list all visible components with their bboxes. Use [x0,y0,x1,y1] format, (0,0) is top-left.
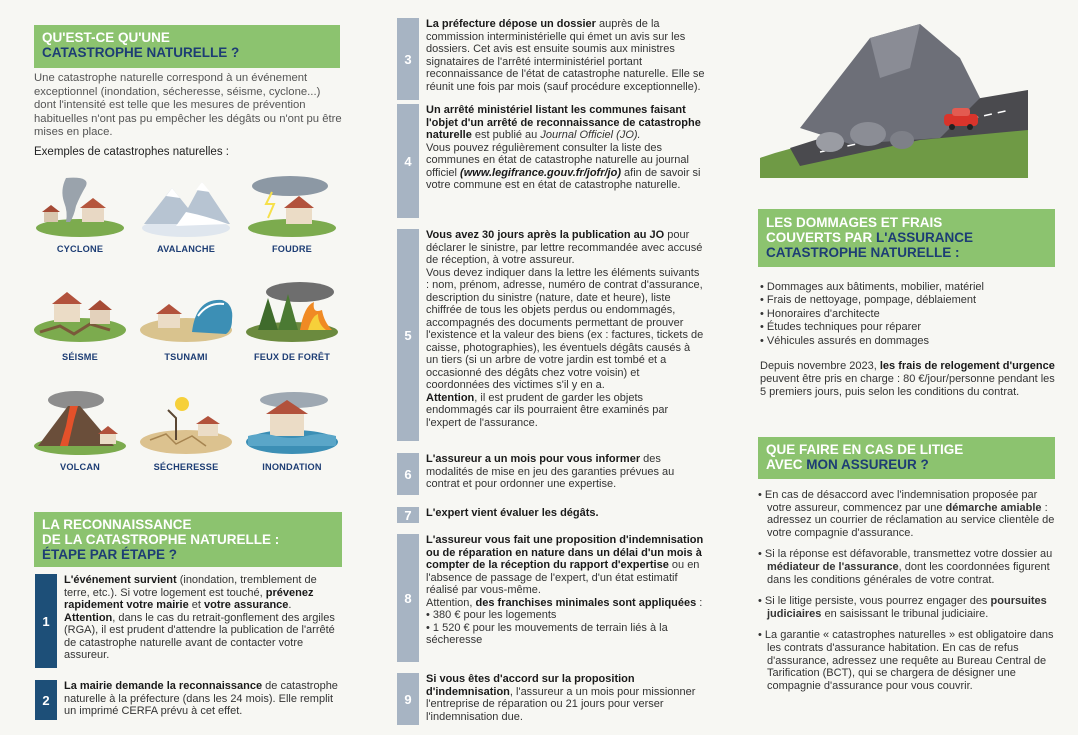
step-span: • 1 520 € pour les mouvements de terrain liés à la sécheresse [426,621,668,646]
item-span: : adressez un courrier de réclamation au service clientèle de votre compagnie d'assurance. [767,501,1055,539]
step-bold: L'assureur a un mois pour vous informer [426,453,641,465]
step-span: est publié au [471,129,541,141]
step-1 [35,574,343,668]
cyclone-icon [30,172,130,240]
step-span: , l'assureur a un mois pour missionner l'entreprise de réparation ou 21 jours pour verser l'indemnisation due. [426,685,696,723]
step-bold: Un arrêté ministériel listant les communes faisant l'objet d'un arrêté de reconnaissance de catastrophe naturelle [426,104,701,141]
example-label: AVALANCHE [156,244,216,254]
title-line [766,457,1047,472]
step-text [419,18,705,100]
step-number: 8 [397,534,419,662]
relocation-paragraph [760,360,1058,399]
earthquake-icon [30,280,130,348]
step-span: , il est prudent de garder les objets endommagés car ils pourraient être examinés par l'expert de l'assurance. [426,391,669,429]
step-bold: Si vous êtes d'accord sur la proposition d'indemnisation [426,673,635,698]
step-bold: prévenez rapidement votre mairie [64,586,314,611]
title-part: AVEC [766,457,807,473]
rockslide-illustration [760,18,1028,178]
step-text [419,453,705,495]
item-bold: démarche amiable [945,501,1042,514]
item-bold: poursuites judiciaires [767,595,1047,620]
step-number: 2 [35,680,57,720]
list-item: • Véhicules assurés en dommages [760,335,1056,348]
step-8 [397,534,705,662]
example-label: SÉISME [62,352,98,362]
step-number: 1 [35,574,57,668]
step-6 [397,453,705,495]
step-text [419,534,705,662]
example-volcano [30,390,130,472]
item-span: La garantie « catastrophes naturelles » est obligatoire dans les contrats d'assurance habitation. En cas de refus d'assurance, adressez une requête au Bureau Central de Tarification (BCT), qui se chargera de désigner une compagnie d'assurance pour vous couvrir. [764,629,1054,692]
step-bold: Vous avez 30 jours après la publication au JO [426,229,665,241]
step-number: 9 [397,673,419,725]
example-label: SÉCHERESSE [153,462,219,472]
example-cyclone [30,172,130,254]
step-span: , dans le cas du retrait-gonflement des argiles (RGA), il est prudent d'attendre la publication de l'arrêté de catastrophe naturelle avant de contacter votre assureur. [64,611,335,661]
step-text [57,680,343,720]
section-title-what-is [34,25,340,68]
item-bold: médiateur de l'assurance [767,560,899,573]
step-number: 3 [397,18,419,100]
disaster-examples-grid [30,172,342,492]
step-5 [397,229,705,441]
step-span: • 380 € pour les logements [426,609,557,621]
step-9 [397,673,705,725]
step-bold: La mairie demande la reconnaissance [64,680,263,692]
example-lightning [242,172,342,254]
title-line: CATASTROPHE NATURELLE : [766,245,960,261]
step-bold: L'assureur vous fait une proposition d'indemnisation ou de réparation en nature dans un délai d'un mois à compter de la réception du rapport d'expertise [426,534,704,571]
example-label: FEUX DE FORÊT [253,352,331,362]
para-span: peuvent être pris en charge : 80 €/jour/personne pendant les 5 premiers jours, puis selon les conditions du contrat. [760,373,1055,398]
step-bold: Attention [426,391,475,404]
step-3 [397,18,705,100]
title-line: LES DOMMAGES ET FRAIS [766,215,943,230]
step-2 [35,680,343,720]
section-title-dispute [758,437,1055,479]
title-line: ÉTAPE PAR ÉTAPE ? [42,547,178,563]
para-span: Depuis novembre 2023, [760,360,880,372]
lightning-icon [242,172,342,240]
flood-icon [242,390,342,458]
volcano-icon [30,390,130,458]
list-item: • Dommages aux bâtiments, mobilier, matériel [760,281,1056,294]
step-bold: L'expert vient évaluer les dégâts. [426,507,599,519]
para-bold: les frais de relogement d'urgence [879,360,1055,372]
step-number: 6 [397,453,419,495]
forest-fire-icon [242,280,342,348]
step-span: Attention, [426,596,476,609]
example-label: FOUDRE [272,244,312,254]
item-span: en saisissant le tribunal judiciaire. [821,607,989,620]
step-text [57,574,343,668]
step-span: pour déclarer le sinistre, par lettre recommandée avec accusé de réception, à votre assureur. [426,229,703,266]
step-number: 5 [397,229,419,441]
example-label: TSUNAMI [164,352,208,362]
item-span: Si la réponse est défavorable, transmettez votre dossier au [764,548,1053,561]
step-text [419,104,705,218]
step-text [419,673,705,725]
dispute-list [758,489,1058,701]
title-part: L'ASSURANCE [876,230,973,246]
item-span: , dont les coordonnées figurent dans les conditions générales de votre contrat. [767,560,1050,586]
example-avalanche [136,172,236,254]
list-item [758,595,1058,620]
step-span: : [696,596,703,609]
step-span: des modalités de mise en jeu des garanties prévues au contrat et pour ordonner une expertise. [426,453,675,490]
tsunami-icon [136,280,236,348]
step-span: de catastrophe naturelle à la préfecture (dans les 24 mois). Elle remplit un imprimé CERFA prévu à cet effet. [64,680,338,717]
item-span: En cas de désaccord avec l'indemnisation proposée par votre assureur, commencez par une [764,489,1038,514]
step-number: 4 [397,104,419,218]
title-line [766,230,1047,245]
title-line: DE LA CATASTROPHE NATURELLE : [42,532,280,548]
list-item [758,548,1058,586]
drought-icon [136,390,236,458]
list-item: • Études techniques pour réparer [760,321,1056,334]
avalanche-icon [136,172,236,240]
example-label: VOLCAN [60,462,100,472]
item-span: Si le litige persiste, vous pourrez engager des [764,595,991,608]
step-span: Vous devez indiquer dans la lettre les éléments suivants : nom, prénom, adresse, numéro de contrat d'assurance, description du sinistre (nature, date et heure), liste chiffrée de tous les objets perdus ou endommagés, accompagnés des documents permettant de prouver l'existence et la valeur des biens (ex : factures, tickets de caisse, photographies), les éventuels dégâts causés à un tiers (si un arbre de votre jardin est tombé et a occasionné des dégâts chez votre voisin) et coordonnées des victimes s'il y en a. [426,266,704,391]
step-text [419,507,705,523]
definition-text: Une catastrophe naturelle correspond à un événement exceptionnel (inondation, sécheresse, séisme, cyclone...) dont l'intensité est telle que les mesures de prévention habituelles n'ont pas pu empêcher les dégâts ou n'ont pu être mises en place. [34,72,342,139]
example-label: INONDATION [262,462,322,472]
step-bold: L'événement survient [64,574,177,586]
step-span: et [188,599,205,611]
title-line: QU'EST-CE QU'UNE [42,30,170,45]
example-drought [136,390,236,472]
step-text [419,229,705,441]
example-flood [242,390,342,472]
step-span: afin de savoir si votre commune est en état de catastrophe naturelle. [426,166,701,191]
step-bold: Attention [64,611,113,624]
step-span: (inondation, tremblement de terre, etc.). Si votre logement est touché, [64,574,317,599]
title-part: COUVERTS PAR [766,230,877,246]
covered-list [760,281,1056,348]
step-bold: des franchises minimales sont appliquées [475,596,697,609]
section-title-recognition [34,512,342,567]
section-title-covered [758,209,1055,267]
step-4 [397,104,705,218]
example-earthquake [30,280,130,362]
example-forest-fire [242,280,342,362]
step-italic: Journal Officiel (JO). [540,129,641,141]
list-item: • Frais de nettoyage, pompage, déblaiement [760,294,1056,307]
example-tsunami [136,280,236,362]
step-span: ou en l'absence de passage de l'expert, d'un état estimatif réalisé par vous-même. [426,559,700,596]
legifrance-link[interactable]: (www.legifrance.gouv.fr/jofr/jo) [460,166,621,179]
step-number: 7 [397,507,419,523]
title-line: QUE FAIRE EN CAS DE LITIGE [766,442,964,457]
title-line: LA RECONNAISSANCE [42,517,192,532]
list-item: • Honoraires d'architecte [760,308,1056,321]
list-item [758,489,1058,539]
step-span: auprès de la commission interministérielle qui émet un avis sur les dossiers. Cet avis est ensuite soumis aux ministres signataires de l'arrêté interministériel portant reconnaissance de l'état de catastrophe naturelle. Elle se réunit une fois par mois (sauf procédure exceptionnelle). [426,18,705,93]
title-part: MON ASSUREUR ? [806,457,929,473]
examples-label: Exemples de catastrophes naturelles : [34,146,229,158]
step-span: Vous pouvez régulièrement consulter la liste des communes en état de catastrophe naturelle au journal officiel [426,141,689,179]
step-span: . [288,599,292,611]
step-bold: votre assurance [204,599,289,611]
step-7 [397,507,705,523]
list-item [758,629,1058,692]
title-line: CATASTROPHE NATURELLE ? [42,45,240,61]
example-label: CYCLONE [56,244,104,254]
step-bold: La préfecture dépose un dossier [426,18,596,30]
